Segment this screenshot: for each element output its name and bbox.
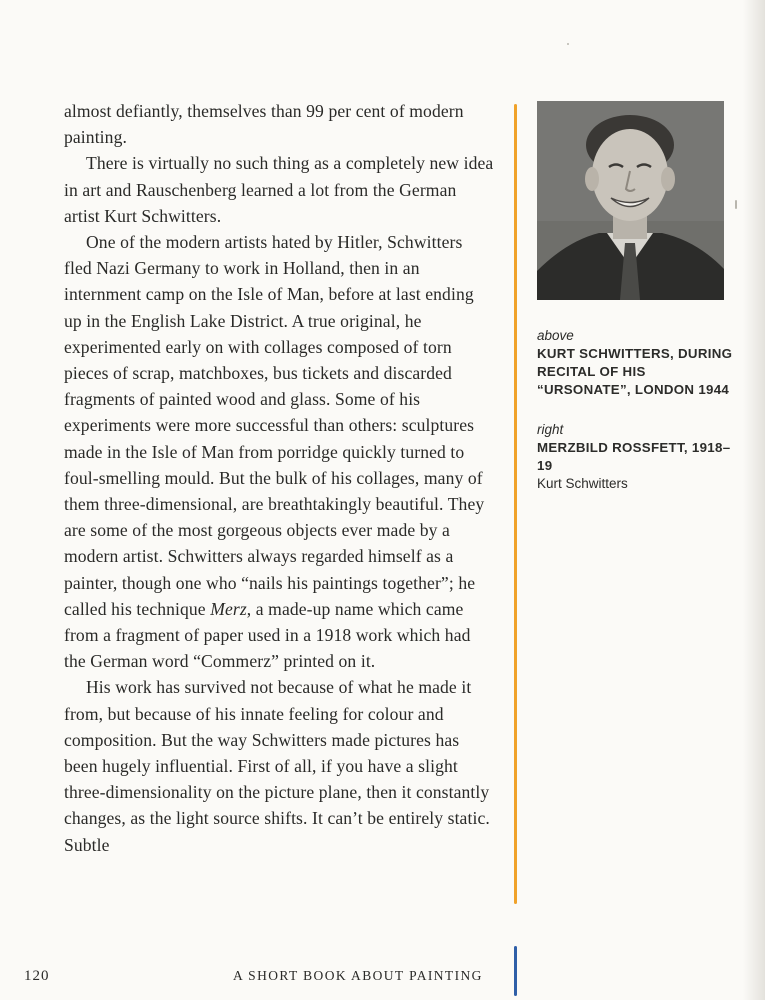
paragraph-3-text-b: , a made-up name which came from a fragment of paper used in a 1918 work which had the German word “Commerz” printed on it. <box>64 598 471 672</box>
photo-captions <box>537 327 737 493</box>
paper-speck <box>735 200 737 209</box>
paragraph-2: There is virtually no such thing as a completely new idea in art and Rauschenberg learned a lot from the German artist Kurt Schwitters. <box>64 153 494 226</box>
paper-speck <box>567 43 569 45</box>
paragraph-4: His work has survived not because of what he made it from, but because of his innate feeling for colour and composition. But the way Schwitters made pictures has been hugely influential. First of all, if you have a slight three-dimensionality on the picture plane, then it constantly changes, as the light source shifts. It can’t be entirely static. Subtle <box>64 677 490 855</box>
running-head: A SHORT BOOK ABOUT PAINTING <box>233 968 483 983</box>
portrait-photo <box>537 101 724 300</box>
caption-2-title: MERZBILD ROSSFETT, 1918–19 <box>537 440 731 473</box>
paragraph-3-text-a: One of the modern artists hated by Hitler, Schwitters fled Nazi Germany to work in Holland, then in an internment camp on the Isle of Man, before at last ending up in the English Lake District. A true original, he experimented early on with collages composed of torn pieces of scrap, matchboxes, bus tickets and discarded fragments of painted wood and glass. Some of his experiments were more successful than others: sculptures made in the Isle of Man from porridge quickly turned to foul-smelling mould. But the bulk of his collages, many of them three-dimensional, are breathtakingly beautiful. They are some of the most gorgeous objects ever made by a modern artist. Schwitters always regarded himself as a painter, though one who “nails his paintings together”; he called his technique <box>64 232 485 619</box>
page-number: 120 <box>24 968 50 984</box>
paragraph-3 <box>64 229 494 674</box>
body-text <box>64 98 494 858</box>
blue-edge-marker <box>514 946 517 996</box>
paragraph-1: almost defiantly, themselves than 99 per cent of modern painting. <box>64 101 464 148</box>
caption-2-direction: right <box>537 422 564 437</box>
caption-1-direction: above <box>537 328 574 343</box>
merz-term: Merz <box>210 598 247 619</box>
page-edge-shadow <box>743 0 765 1000</box>
caption-2-artist: Kurt Schwitters <box>537 476 628 491</box>
caption-1-title: KURT SCHWITTERS, DURING RECITAL OF HIS “URSONATE”, LONDON 1944 <box>537 346 733 397</box>
orange-margin-rule <box>514 104 517 904</box>
